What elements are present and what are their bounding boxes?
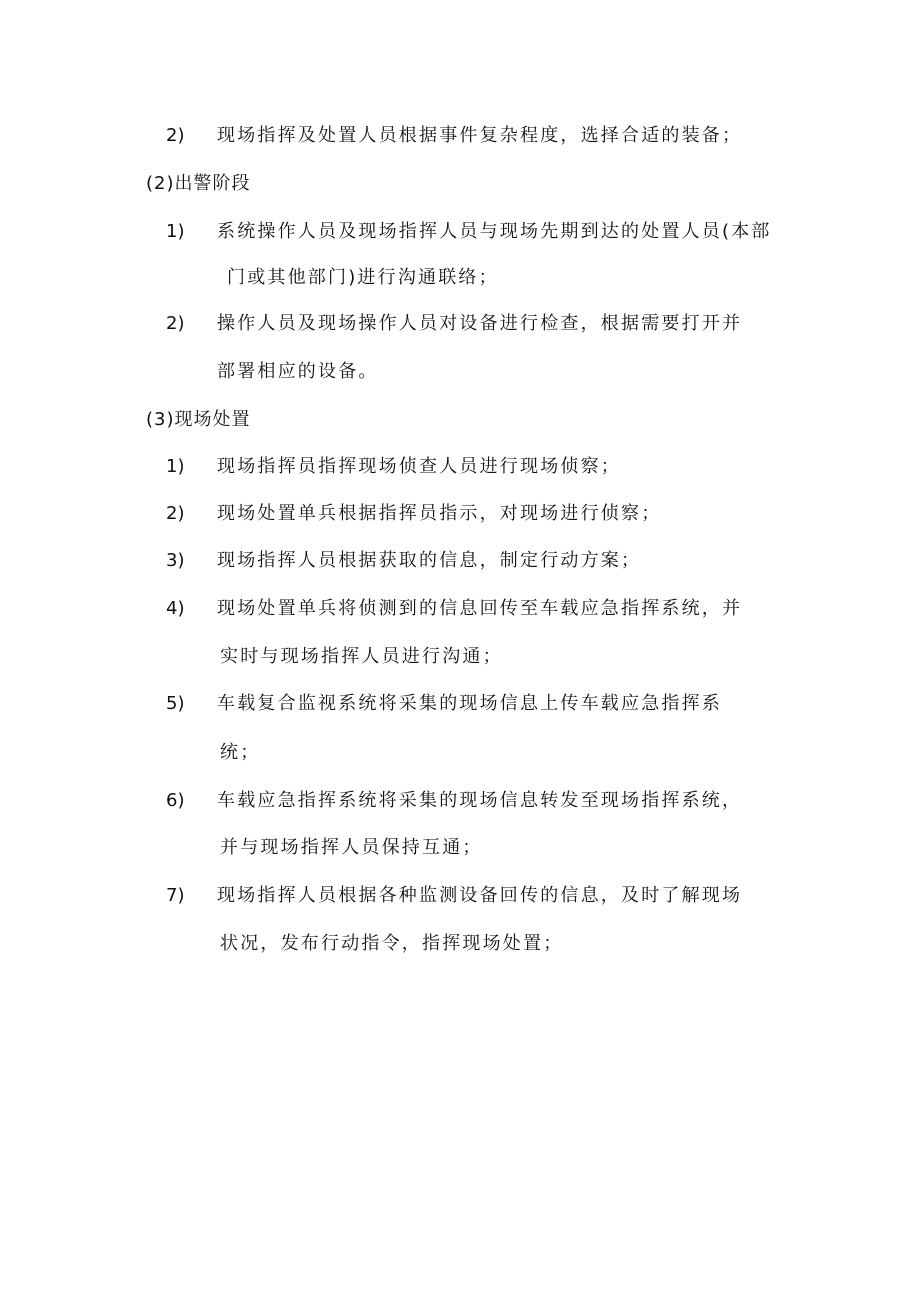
item-number: 5) [166, 693, 185, 714]
item-number: 7) [166, 885, 185, 906]
item-text: 系统操作人员及现场指挥人员与现场先期到达的处置人员(本部 [217, 221, 772, 242]
item-text: 现场指挥人员根据各种监测设备回传的信息，及时了解现场 [217, 885, 743, 906]
item-text: 现场处置单兵根据指挥员指示，对现场进行侦察； [217, 503, 662, 524]
item-text: 现场处置单兵将侦测到的信息回传至车载应急指挥系统，并 [217, 598, 743, 619]
item-text: 操作人员及现场操作人员对设备进行检查，根据需要打开并 [217, 313, 743, 334]
item-number: 1) [166, 221, 185, 242]
item-text: 并与现场指挥人员保持互通； [220, 837, 483, 858]
item-text: 现场指挥员指挥现场侦查人员进行现场侦察； [217, 456, 621, 477]
item-text: 统； [220, 742, 261, 763]
section-heading: (2)出警阶段 [146, 173, 251, 194]
item-number: 1) [166, 456, 185, 477]
item-text: 现场指挥人员根据获取的信息，制定行动方案； [217, 550, 642, 571]
item-text: 门或其他部门)进行沟通联络； [227, 267, 499, 288]
section-heading: (3)现场处置 [146, 409, 251, 430]
item-number: 6) [166, 790, 185, 811]
item-number: 2) [166, 503, 185, 524]
item-text: 实时与现场指挥人员进行沟通； [220, 646, 503, 667]
item-text: 部署相应的设备。 [217, 361, 379, 382]
item-number: 2) [166, 125, 185, 146]
item-number: 2) [166, 313, 185, 334]
item-text: 车载复合监视系统将采集的现场信息上传车载应急指挥系 [217, 693, 722, 714]
item-number: 4) [166, 598, 185, 619]
item-text: 状况，发布行动指令，指挥现场处置； [220, 933, 564, 954]
item-text: 现场指挥及处置人员根据事件复杂程度，选择合适的装备； [217, 125, 743, 146]
item-number: 3) [166, 550, 185, 571]
item-text: 车载应急指挥系统将采集的现场信息转发至现场指挥系统， [217, 790, 743, 811]
